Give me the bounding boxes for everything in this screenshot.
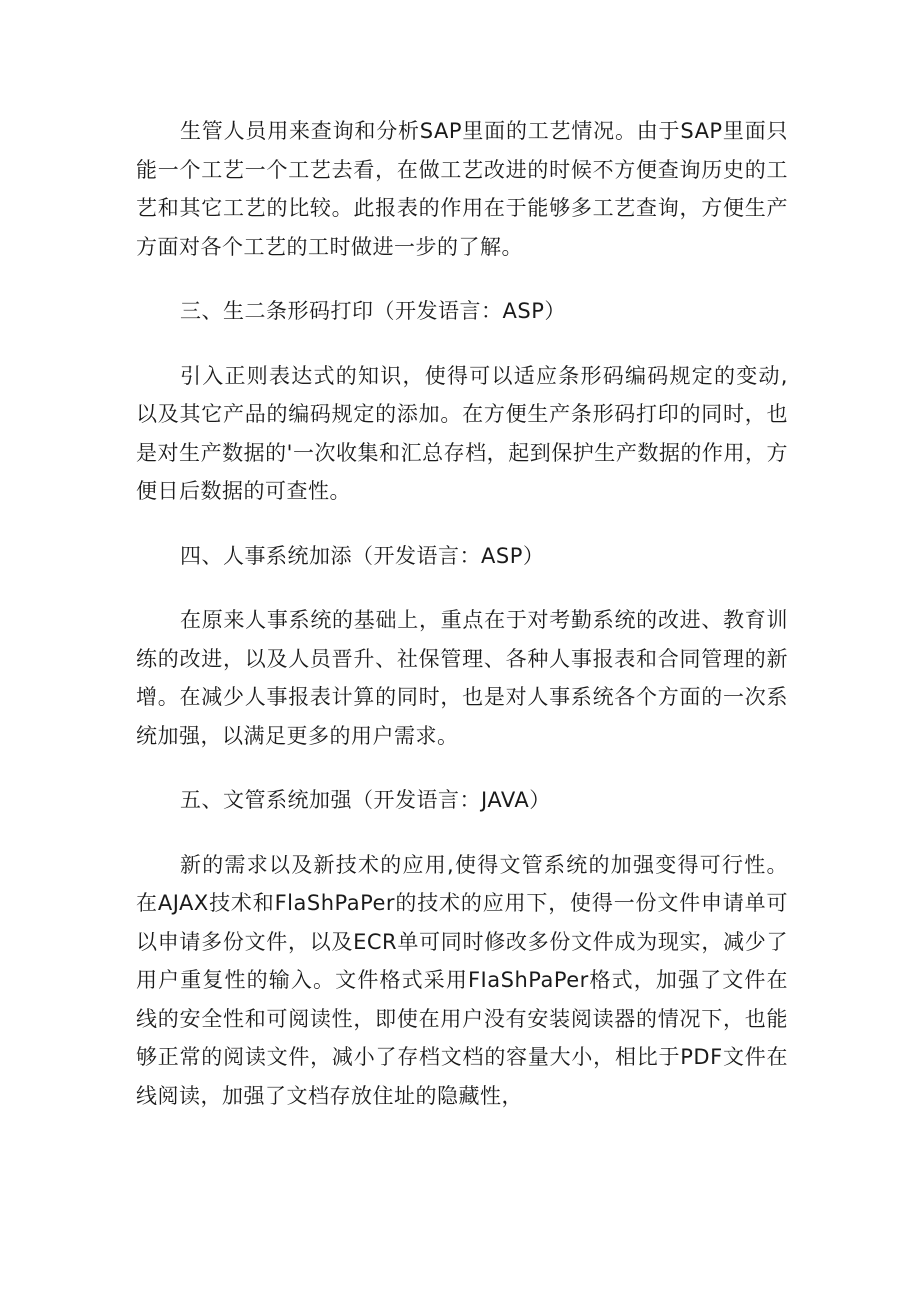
section-heading-hr-system: 四、人事系统加添（开发语言：ASP） [180, 543, 545, 568]
paragraph-gap [136, 511, 788, 537]
section-heading-document-system: 五、文管系统加强（开发语言：JAVA） [180, 788, 551, 812]
document-page [136, 112, 788, 1115]
paragraph-gap [136, 755, 788, 781]
paragraph-gap [136, 820, 788, 846]
paragraph-barcode: 引入正则表达式的知识，使得可以适应条形码编码规定的变动,以及其它产品的编码规定的添加。在方便生产条形码打印的同时，也是对生产数据的'一次收集和汇总存档，起到保护生产数据的作用，方便日后数据的可查性。 [136, 363, 788, 503]
section-heading-barcode: 三、生二条形码打印（开发语言：ASP） [180, 299, 566, 323]
paragraph-hr-system: 在原来人事系统的基础上，重点在于对考勤系统的改进、教育训练的改进，以及人员晋升、社保管理、各种人事报表和合同管理的新增。在减少人事报表计算的同时，也是对人事系统各个方面的一次系统加强，以满足更多的用户需求。 [136, 608, 788, 748]
paragraph-document-system: 新的需求以及新技术的应用,使得文管系统的加强变得可行性。在AJAX技术和FlaShPaPer的技术的应用下，使得一份文件申请单可以申请多份文件，以及ECR单可同时修改多份文件成为现实，减少了用户重复性的输入。文件格式采用FIaShPaPer格式，加强了文件在线的安全性和可阅读性，即使在用户没有安装阅读器的情况下，也能够正常的阅读文件，减小了存档文档的容量大小，相比于PDF文件在线阅读，加强了文档存放住址的隐藏性， [136, 852, 788, 1108]
paragraph-gap [136, 331, 788, 357]
paragraph-gap [136, 266, 788, 292]
paragraph-gap [136, 575, 788, 601]
paragraph-process-query: 生管人员用来查询和分析SAP里面的工艺情况。由于SAP里面只能一个工艺一个工艺去看，在做工艺改进的时候不方便查询历史的工艺和其它工艺的比较。此报表的作用在于能够多工艺查询，方便生产方面对各个工艺的工时做进一步的了解。 [136, 119, 788, 259]
